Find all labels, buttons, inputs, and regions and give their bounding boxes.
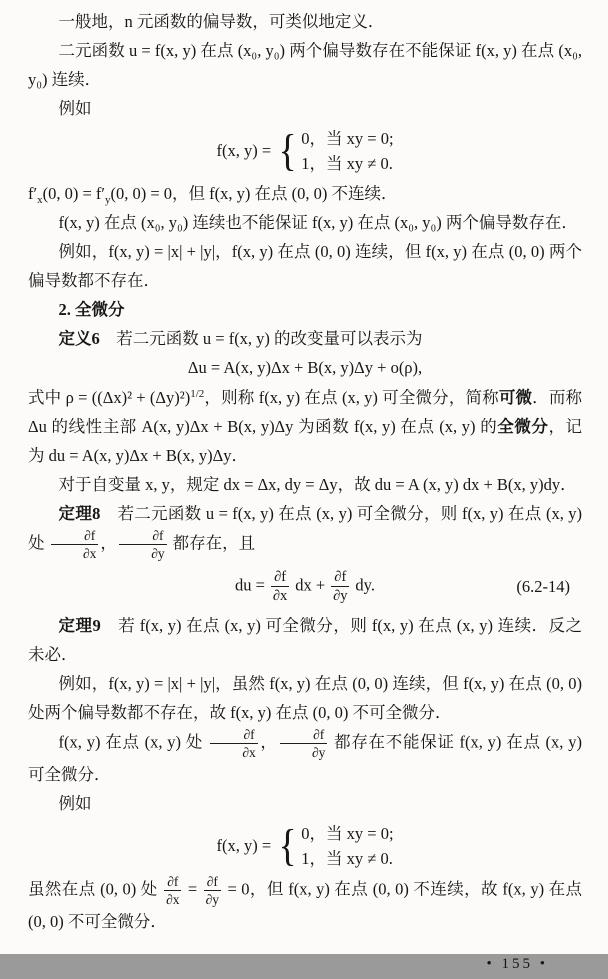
fraction-denominator: ∂y [311, 744, 326, 760]
math-variable: n [124, 12, 133, 31]
fraction-denominator: ∂x [242, 744, 256, 760]
final-conclusion-paragraph [28, 874, 582, 936]
section-heading-total-differential: 2. 全微分 [58, 300, 125, 319]
paragraph-two-partials-not-continuous: 二元函数 u = f(x, y) 在点 (x₀, y₀) 两个偏导数存在不能保证 f(x, y) 在点 (x₀, y₀) 连续． [28, 41, 582, 89]
text-run: (0, 0) = 0，但 f(x, y) 在点 (0, 0) 不连续． [110, 184, 398, 203]
text-run: 都存在不能保证 f(x, y) 在点 (x, y) 可全微分． [28, 732, 582, 784]
piecewise-cases [301, 821, 393, 871]
fraction-numerator: ∂f [331, 569, 349, 587]
case-line: 0，当 xy = 0; [301, 823, 394, 843]
increment-formula: Δu = A(x, y)Δx + B(x, y)Δy + o(ρ), [187, 358, 423, 377]
fraction-numerator: ∂f [119, 528, 167, 545]
text-run: f′ [28, 184, 38, 203]
fraction-df-dx [164, 874, 181, 907]
intro-paragraph [28, 7, 582, 36]
fraction-numerator: ∂f [271, 569, 289, 587]
equation-number: (6.2-14) [516, 576, 570, 596]
term-total-differential: 全微分 [497, 417, 549, 436]
text-run: f(x, y) 在点 (x, y) 处 [58, 732, 208, 752]
text-run: du = [235, 575, 270, 595]
definition-label: 定义6 [58, 329, 100, 348]
piecewise-formula-1 [28, 126, 582, 176]
text-run: ， [259, 732, 278, 752]
fraction-numerator: ∂f [204, 874, 221, 891]
text-run: = 0，但 f(x, y) 在点 (0, 0) 不连续，故 f(x, y) 在点 (0, 0) 不可全微分． [28, 879, 582, 932]
independent-variables-paragraph: 对于自变量 x, y，规定 dx = Δx, dy = Δy，故 du = A (x, y) dx + B(x, y)dy． [58, 475, 577, 494]
fraction-df-dy [280, 727, 328, 760]
fraction-df-dy [119, 528, 167, 561]
fraction-df-dx [51, 528, 99, 561]
fraction-denominator: ∂y [333, 588, 348, 605]
text-run: 虽然在点 (0, 0) 处 [28, 879, 163, 899]
term-differentiable: 可微 [498, 388, 533, 407]
text-run: dy. [351, 575, 375, 595]
partial-derivative-equality-paragraph [28, 179, 582, 208]
fraction-denominator: ∂x [272, 588, 288, 605]
example-lead-in: 例如 [58, 99, 92, 118]
formula-lhs: f(x, y) = [216, 835, 272, 855]
fraction-numerator: ∂f [280, 727, 328, 744]
theorem-8-paragraph [28, 499, 582, 561]
rho-definition-paragraph [28, 383, 582, 470]
text-run: ．而称 Δu 的线性主部 A(x, y)Δx + B(x, y)Δy 为函数 f(x, y) 在点 (x, y) 的 [28, 388, 582, 436]
formula-lhs: f(x, y) = [216, 141, 272, 160]
fraction-numerator: ∂f [210, 727, 258, 744]
text-run: ，记为 du = A(x, y)Δx + B(x, y)Δy． [28, 417, 583, 465]
text-run: 都存在，且 [168, 533, 256, 553]
text-run: 元函数的偏导数，可类似地定义． [132, 12, 385, 31]
superscript-half: 1/2 [190, 388, 205, 400]
fraction-df-dy [204, 874, 221, 907]
text-run: ， [100, 533, 117, 553]
fraction-df-dy [331, 569, 349, 604]
continuity-not-imply-partials-paragraph: f(x, y) 在点 (x₀, y₀) 连续也不能保证 f(x, y) 在点 (x₀, y₀) 两个偏导数存在． [58, 213, 578, 232]
subscript-x: x [37, 194, 43, 206]
definition-6-paragraph [28, 324, 582, 353]
theorem-label: 定理9 [58, 615, 101, 635]
subscript-y: y [105, 194, 111, 206]
page-number: • 155 • [486, 956, 548, 973]
fraction-df-dx [210, 727, 258, 760]
text-run: = [183, 879, 202, 899]
text-run: dx + [291, 575, 330, 595]
piecewise-cases [301, 126, 393, 176]
theorem-9-paragraph [28, 611, 582, 669]
partials-exist-not-imply-differentiable-paragraph [28, 727, 582, 789]
abs-value-example-paragraph: 例如，f(x, y) = |x| + |y|，f(x, y) 在点 (0, 0) 连续，但 f(x, y) 在点 (0, 0) 两个偏导数都不存在． [28, 242, 582, 290]
example-lead-in: 例如 [58, 793, 92, 813]
fraction-denominator: ∂y [205, 892, 220, 908]
text-run: 若二元函数 u = f(x, y) 的改变量可以表示为 [99, 329, 423, 348]
piecewise-formula-2 [28, 821, 582, 871]
text-run: ，则称 f(x, y) 在点 (x, y) 可全微分，简称 [204, 388, 499, 407]
fraction-numerator: ∂f [164, 874, 181, 891]
text-run: 式中 ρ = ((Δx)² + (Δy)²) [28, 388, 191, 407]
text-run: (0, 0) = f′ [42, 184, 106, 203]
left-brace-glyph: { [278, 126, 297, 175]
theorem-label: 定理8 [58, 504, 101, 523]
abs-value-counterexample-paragraph: 例如，f(x, y) = |x| + |y|，虽然 f(x, y) 在点 (0, 0) 连续，但 f(x, y) 在点 (0, 0) 处两个偏导数都不存在，故 f(x, y) 在点 (0, 0) 不可全微分． [28, 673, 582, 722]
case-line: 1，当 xy ≠ 0. [301, 848, 393, 868]
case-line: 1，当 xy ≠ 0. [301, 154, 393, 173]
equation-6-2-14 [28, 569, 582, 604]
text-run: 一般地， [58, 12, 125, 31]
fraction-denominator: ∂y [151, 546, 165, 562]
left-brace-glyph: { [278, 820, 297, 870]
fraction-denominator: ∂x [83, 546, 97, 562]
case-line: 0，当 xy = 0; [301, 129, 394, 148]
fraction-numerator: ∂f [51, 528, 99, 545]
piecewise-function [216, 126, 393, 176]
text-run: 若 f(x, y) 在点 (x, y) 可全微分，则 f(x, y) 在点 (x, y) 连续．反之未必． [28, 615, 583, 664]
text-run: 若二元函数 u = f(x, y) 在点 (x, y) 可全微分，则 f(x, y) 在点 (x, y) 处 [28, 504, 582, 553]
fraction-df-dx [271, 569, 289, 604]
fraction-denominator: ∂x [166, 892, 180, 908]
piecewise-function [216, 821, 393, 871]
